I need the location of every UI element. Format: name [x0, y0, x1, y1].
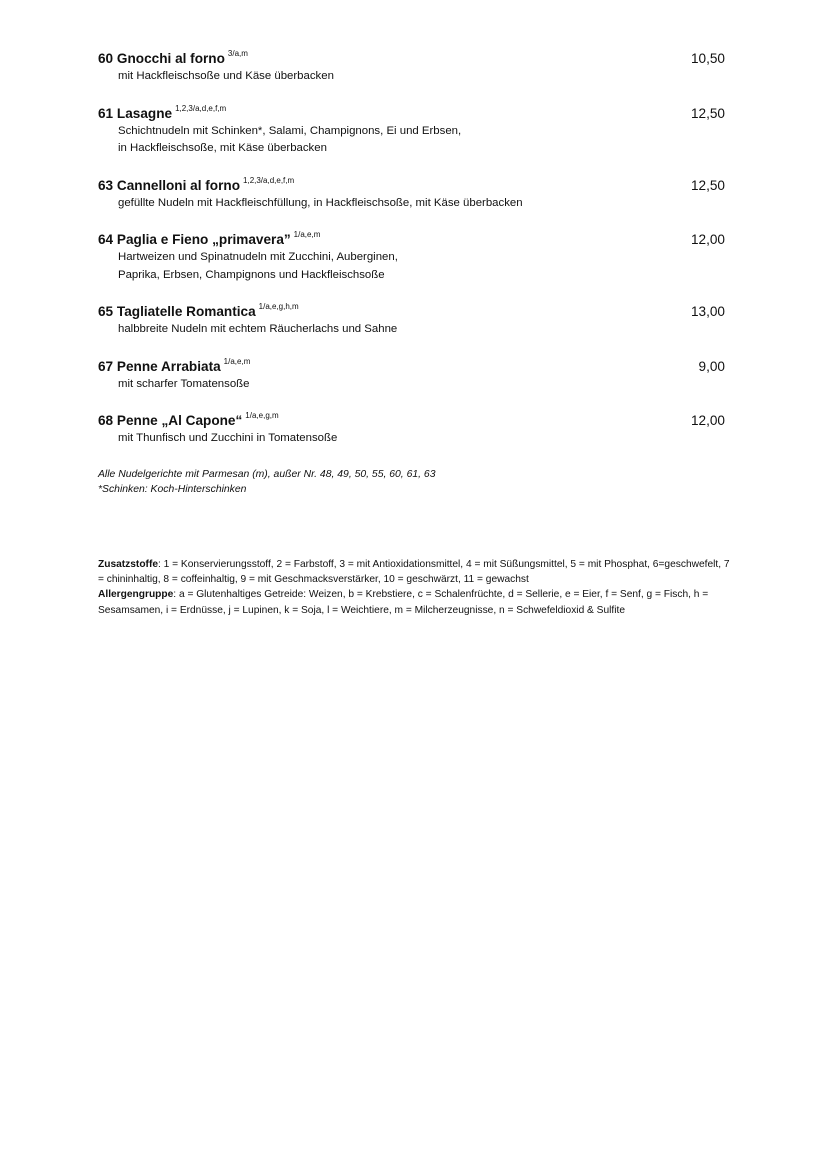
item-title — [98, 304, 299, 319]
item-codes: 1/a,e,g,m — [245, 411, 279, 420]
schinken-note: *Schinken: Koch-Hinterschinken — [98, 484, 247, 495]
item-name: Paglia e Fieno „primavera” — [116, 232, 291, 247]
additives-legend — [98, 557, 738, 618]
item-description: mit Hackfleischsoße und Käse überbacken — [118, 70, 334, 82]
menu-item — [98, 412, 725, 448]
item-description: mit Thunfisch und Zucchini in Tomatensoße — [118, 432, 338, 444]
item-number: 61 — [98, 105, 114, 121]
item-name: Penne Arrabiata — [116, 358, 221, 374]
item-description: gefüllte Nudeln mit Hackfleischfüllung, in Hackfleischsoße, mit Käse überbacken — [118, 196, 523, 209]
menu-item — [98, 105, 725, 158]
item-number: 65 — [98, 304, 114, 319]
item-price: 12,50 — [690, 177, 725, 193]
item-description: Schichtnudeln mit Schinken*, Salami, Champignons, Ei und Erbsen, in Hackfleischsoße, mit Käse überbacken — [118, 124, 462, 154]
item-codes: 1,2,3/a,d,e,f,m — [175, 103, 227, 113]
menu-item — [98, 303, 725, 339]
item-name: Cannelloni al forno — [116, 177, 241, 193]
item-number: 67 — [98, 358, 114, 374]
menu-notes — [98, 467, 435, 497]
item-title — [98, 51, 248, 66]
item-name: Gnocchi al forno — [116, 51, 225, 66]
allergen-text: : a = Glutenhaltiges Getreide: Weizen, b = Krebstiere, c = Schalenfrüchte, d = Sellerie, e = Eier, f = Senf, g = Fisch, h = Sesamsamen, i = Erdnüsse, j = Lupinen, k = Soja, l = Weichtiere, m = Milcherzeugnisse, n = Schwefeldioxid & Sulfite — [98, 589, 709, 616]
allergen-legend — [98, 587, 738, 617]
item-title — [98, 103, 227, 121]
item-title — [98, 232, 320, 247]
item-title — [98, 413, 279, 428]
item-codes: 1/a,e,m — [223, 356, 251, 366]
item-name: Tagliatelle Romantica — [116, 304, 256, 319]
item-description: mit scharfer Tomatensoße — [118, 377, 250, 390]
item-codes: 1,2,3/a,d,e,f,m — [243, 175, 295, 185]
item-number: 60 — [98, 51, 114, 66]
item-codes: 1/a,e,m — [293, 230, 321, 239]
zusatzstoffe-legend — [98, 557, 738, 587]
item-codes: 3/a,m — [227, 49, 248, 58]
allergen-label: Allergengruppe — [98, 589, 174, 601]
item-title — [98, 175, 295, 193]
item-price: 12,50 — [690, 105, 725, 121]
item-description: Hartweizen und Spinatnudeln mit Zucchini, Auberginen, Paprika, Erbsen, Champignons und Hackfleischsoße — [118, 251, 398, 281]
item-price: 9,00 — [698, 358, 725, 374]
zusatzstoffe-label: Zusatzstoffe — [98, 559, 158, 570]
item-title — [98, 356, 251, 374]
item-number: 64 — [98, 232, 114, 247]
item-codes: 1/a,e,g,h,m — [258, 302, 299, 311]
item-number: 63 — [98, 177, 114, 193]
parmesan-note: Alle Nudelgerichte mit Parmesan (m), außer Nr. 48, 49, 50, 55, 60, 61, 63 — [98, 469, 436, 480]
item-name: Lasagne — [116, 105, 173, 121]
item-number: 68 — [98, 413, 114, 428]
item-description: halbbreite Nudeln mit echtem Räucherlachs und Sahne — [118, 323, 398, 335]
item-price: 12,00 — [690, 413, 725, 428]
item-price: 12,00 — [690, 232, 725, 247]
zusatzstoffe-text: : 1 = Konservierungsstoff, 2 = Farbstoff, 3 = mit Antioxidationsmittel, 4 = mit Süßungsmittel, 5 = mit Phosphat, 6=geschwefelt, 7 = chininhaltig, 8 = coffeinhaltig, 9 = mit Geschmacksverstärker, 10 = geschwärzt, 11 = gewachst — [98, 559, 730, 586]
menu-item — [98, 177, 725, 213]
menu-item — [98, 50, 725, 86]
item-price: 13,00 — [690, 304, 725, 319]
menu-item — [98, 231, 725, 284]
item-price: 10,50 — [690, 51, 725, 66]
item-name: Penne „Al Capone“ — [116, 413, 243, 428]
menu-item — [98, 358, 725, 394]
menu-list — [98, 50, 725, 467]
